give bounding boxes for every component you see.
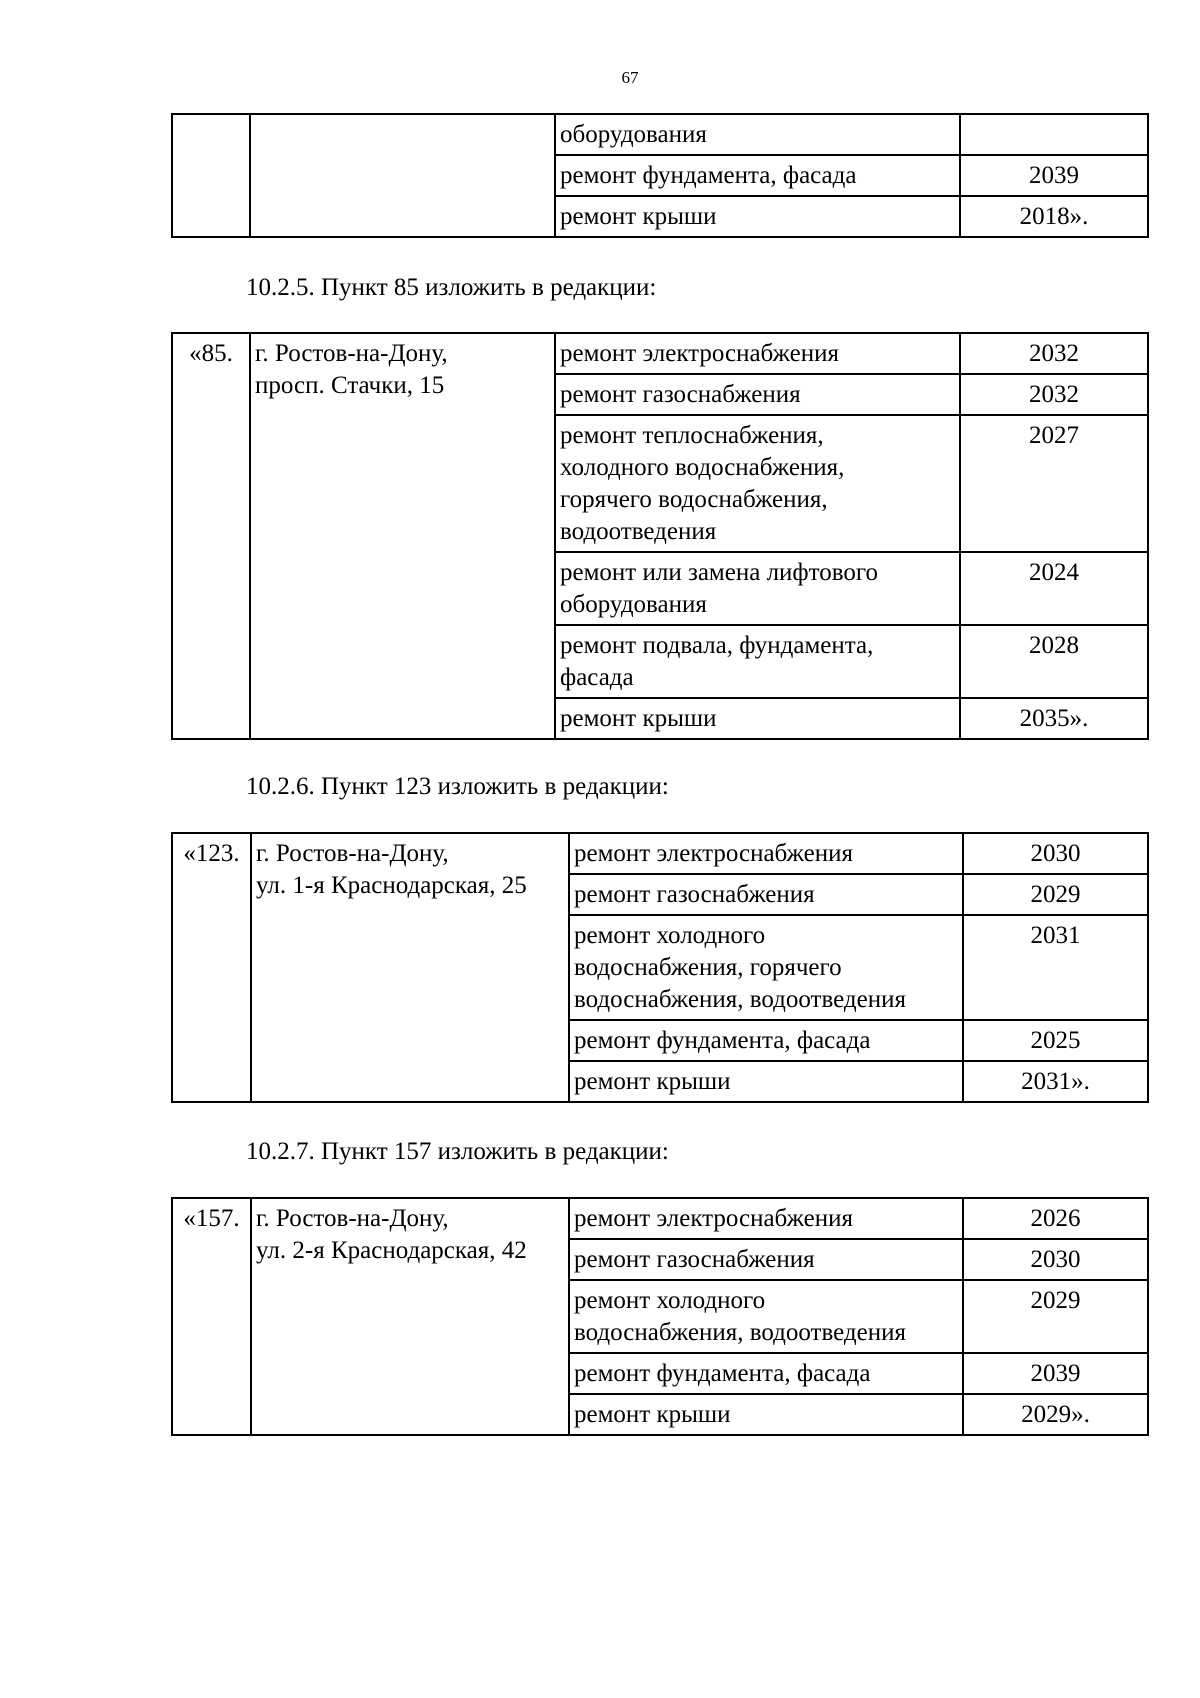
- year-cell: [960, 196, 1148, 237]
- year-text: 2031: [1030, 922, 1081, 949]
- section-heading: 10.2.6. Пункт 123 изложить в редакции:: [246, 773, 669, 800]
- year-cell: [960, 415, 1148, 552]
- year-text: 2032: [1029, 381, 1079, 408]
- year-text: 2027: [1029, 422, 1079, 449]
- year-text: 2039: [1029, 162, 1079, 189]
- address-cell: [250, 114, 555, 237]
- work-text: ремонт подвала, фундамента, фасада: [560, 632, 874, 691]
- year-text: 2028: [1029, 632, 1079, 659]
- work-text: ремонт фундамента, фасада: [574, 1360, 871, 1387]
- year-text: 2029».: [1021, 1401, 1090, 1428]
- year-cell: [963, 1280, 1148, 1353]
- year-text: 2026: [1030, 1205, 1081, 1232]
- continuation-table: [171, 113, 1149, 238]
- page-number: 67: [621, 68, 639, 87]
- work-text: ремонт холодного водоснабжения, водоотведения: [574, 1287, 906, 1346]
- year-cell: [963, 1394, 1148, 1435]
- work-cell: [569, 1394, 963, 1435]
- item-number-cell: [172, 114, 250, 237]
- work-text: ремонт электроснабжения: [560, 340, 839, 367]
- table-row: [172, 833, 1148, 874]
- work-cell: [555, 196, 960, 237]
- work-cell: [555, 552, 960, 625]
- year-cell: [963, 1353, 1148, 1394]
- work-text: ремонт газоснабжения: [560, 381, 801, 408]
- work-text: ремонт фундамента, фасада: [560, 162, 857, 189]
- year-cell: [960, 625, 1148, 698]
- year-text: 2025: [1030, 1027, 1081, 1054]
- year-text: 2031».: [1021, 1068, 1090, 1095]
- year-text: 2024: [1029, 559, 1079, 586]
- work-cell: [569, 833, 963, 874]
- work-text: ремонт фундамента, фасада: [574, 1027, 871, 1054]
- work-text: ремонт теплоснабжения, холодного водоснабжения, горячего водоснабжения, водоотведения: [560, 422, 845, 545]
- work-cell: [569, 1061, 963, 1102]
- work-text: ремонт крыши: [560, 203, 717, 230]
- work-cell: [555, 155, 960, 196]
- work-cell: [569, 1239, 963, 1280]
- repair-table-85: [171, 332, 1149, 740]
- address-text: г. Ростов-на-Дону, ул. 1-я Краснодарская, 25: [256, 840, 527, 899]
- work-cell: [569, 1020, 963, 1061]
- item-number: «157.: [183, 1205, 240, 1232]
- work-cell: [569, 915, 963, 1020]
- year-cell: [963, 833, 1148, 874]
- year-text: 2030: [1030, 840, 1081, 867]
- work-text: ремонт крыши: [574, 1068, 731, 1095]
- year-cell: [963, 1239, 1148, 1280]
- item-number: «85.: [189, 340, 233, 367]
- year-text: 2018».: [1019, 203, 1089, 230]
- year-cell: [960, 374, 1148, 415]
- year-text: 2032: [1029, 340, 1079, 367]
- year-cell: [963, 915, 1148, 1020]
- work-cell: [569, 1353, 963, 1394]
- section-heading: 10.2.7. Пункт 157 изложить в редакции:: [246, 1138, 669, 1165]
- work-text: ремонт крыши: [560, 705, 717, 732]
- work-cell: [555, 333, 960, 374]
- year-cell: [963, 1198, 1148, 1239]
- year-cell: [960, 698, 1148, 739]
- table-row: [172, 1198, 1148, 1239]
- work-text: оборудования: [560, 121, 707, 148]
- item-number-cell: [172, 833, 251, 1102]
- work-text: ремонт холодного водоснабжения, горячего водоснабжения, водоотведения: [574, 922, 906, 1013]
- year-text: 2029: [1030, 1287, 1081, 1314]
- year-cell: [960, 552, 1148, 625]
- item-number-cell: [172, 333, 250, 739]
- section-heading: 10.2.5. Пункт 85 изложить в редакции:: [246, 274, 657, 301]
- item-number-cell: [172, 1198, 251, 1435]
- work-text: ремонт электроснабжения: [574, 1205, 853, 1232]
- work-text: ремонт газоснабжения: [574, 881, 815, 908]
- address-cell: [251, 1198, 569, 1435]
- work-cell: [555, 374, 960, 415]
- table-row: [172, 333, 1148, 374]
- address-cell: [251, 833, 569, 1102]
- year-cell: [960, 155, 1148, 196]
- work-cell: [555, 114, 960, 155]
- year-cell: [960, 114, 1148, 155]
- year-text: 2030: [1030, 1246, 1081, 1273]
- year-text: 2029: [1030, 881, 1081, 908]
- repair-table-123: [171, 832, 1149, 1103]
- work-cell: [555, 415, 960, 552]
- work-cell: [569, 1198, 963, 1239]
- year-cell: [963, 874, 1148, 915]
- work-cell: [555, 625, 960, 698]
- repair-table-157: [171, 1197, 1149, 1436]
- work-text: ремонт крыши: [574, 1401, 731, 1428]
- work-cell: [569, 1280, 963, 1353]
- work-text: ремонт электроснабжения: [574, 840, 853, 867]
- address-text: г. Ростов-на-Дону, ул. 2-я Краснодарская, 42: [256, 1205, 527, 1264]
- year-text: 2035».: [1019, 705, 1089, 732]
- work-cell: [555, 698, 960, 739]
- item-number: «123.: [183, 840, 240, 867]
- table-row: [172, 114, 1148, 155]
- year-text: 2039: [1030, 1360, 1081, 1387]
- work-text: ремонт или замена лифтового оборудования: [560, 559, 878, 618]
- address-text: г. Ростов-на-Дону, просп. Стачки, 15: [255, 340, 448, 399]
- address-cell: [250, 333, 555, 739]
- year-cell: [963, 1061, 1148, 1102]
- work-cell: [569, 874, 963, 915]
- work-text: ремонт газоснабжения: [574, 1246, 815, 1273]
- year-cell: [960, 333, 1148, 374]
- year-cell: [963, 1020, 1148, 1061]
